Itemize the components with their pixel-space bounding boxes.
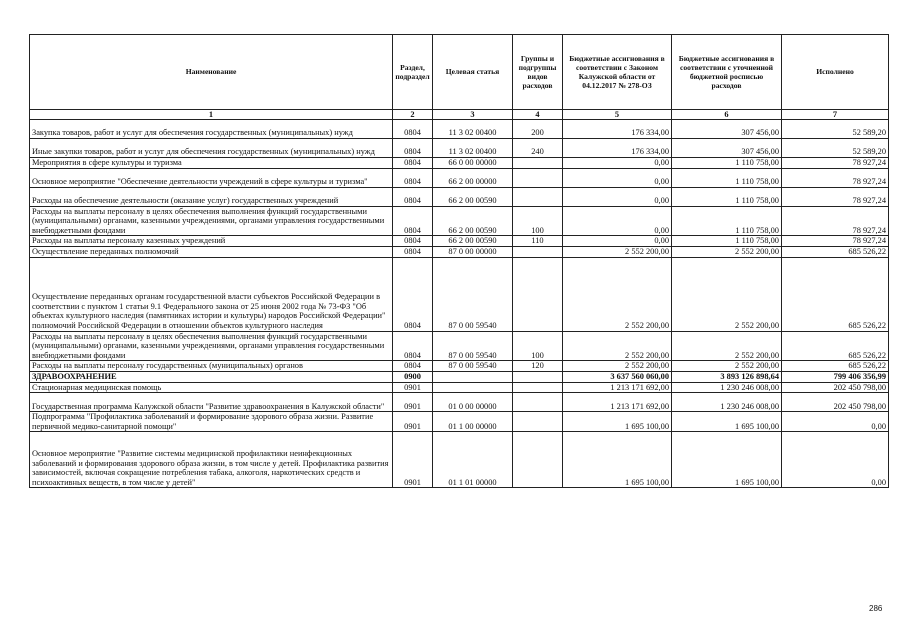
cell-name: Основное мероприятие "Обеспечение деятельности учреждений в сфере культуры и туризма": [30, 168, 393, 187]
cell-name: Расходы на выплаты персоналу казенных учреждений: [30, 236, 393, 247]
column-number: 2: [393, 110, 433, 120]
table-row: [30, 120, 889, 139]
cell-refined: 1 110 758,00: [672, 168, 782, 187]
table-row: [30, 187, 889, 206]
page-number: 286: [869, 604, 883, 613]
cell-target: 87 0 00 59540: [433, 361, 513, 372]
cell-executed: 799 406 356,99: [782, 371, 889, 382]
table-row: [30, 236, 889, 247]
cell-group: [513, 257, 563, 331]
cell-name: Осуществление переданных полномочий: [30, 246, 393, 257]
cell-refined: 307 456,00: [672, 139, 782, 158]
cell-law: 1 213 171 692,00: [563, 393, 672, 412]
cell-section: 0804: [393, 120, 433, 139]
table-row: [30, 393, 889, 412]
cell-section: 0804: [393, 361, 433, 372]
table-row: [30, 371, 889, 382]
table-row: [30, 361, 889, 372]
cell-law: 176 334,00: [563, 120, 672, 139]
cell-refined: 307 456,00: [672, 120, 782, 139]
cell-name: Иные закупки товаров, работ и услуг для обеспечения государственных (муниципальных) нужд: [30, 139, 393, 158]
cell-target: [433, 371, 513, 382]
cell-group: [513, 371, 563, 382]
table-row: [30, 331, 889, 361]
cell-section: 0901: [393, 393, 433, 412]
cell-executed: 78 927,24: [782, 206, 889, 236]
cell-refined: 1 230 246 008,00: [672, 382, 782, 393]
cell-law: 1 213 171 692,00: [563, 382, 672, 393]
header-name: Наименование: [30, 35, 393, 110]
cell-section: 0804: [393, 236, 433, 247]
cell-group: 100: [513, 206, 563, 236]
cell-group: [513, 187, 563, 206]
cell-name: Государственная программа Калужской области "Развитие здравоохранения в Калужской области": [30, 393, 393, 412]
cell-group: 110: [513, 236, 563, 247]
cell-executed: 52 589,20: [782, 139, 889, 158]
cell-target: 66 2 00 00590: [433, 236, 513, 247]
cell-section: 0901: [393, 382, 433, 393]
cell-law: 0,00: [563, 158, 672, 169]
cell-refined: 1 110 758,00: [672, 158, 782, 169]
column-number-row: [30, 110, 889, 120]
cell-law: 3 637 560 060,00: [563, 371, 672, 382]
column-number: 4: [513, 110, 563, 120]
cell-target: 01 0 00 00000: [433, 393, 513, 412]
column-number: 5: [563, 110, 672, 120]
cell-law: 2 552 200,00: [563, 257, 672, 331]
cell-section: 0804: [393, 331, 433, 361]
cell-executed: 78 927,24: [782, 187, 889, 206]
cell-group: 120: [513, 361, 563, 372]
column-number: 7: [782, 110, 889, 120]
table-header: [30, 35, 889, 120]
cell-executed: 0,00: [782, 412, 889, 432]
cell-refined: 1 230 246 008,00: [672, 393, 782, 412]
cell-section: 0804: [393, 246, 433, 257]
cell-group: [513, 432, 563, 488]
header-executed: Исполнено: [782, 35, 889, 110]
cell-group: [513, 158, 563, 169]
cell-target: 87 0 00 59540: [433, 331, 513, 361]
cell-target: 66 2 00 00590: [433, 187, 513, 206]
cell-target: 01 1 01 00000: [433, 432, 513, 488]
cell-refined: 1 695 100,00: [672, 432, 782, 488]
cell-law: 176 334,00: [563, 139, 672, 158]
cell-refined: 1 695 100,00: [672, 412, 782, 432]
cell-group: 240: [513, 139, 563, 158]
cell-law: 0,00: [563, 236, 672, 247]
cell-group: 100: [513, 331, 563, 361]
cell-executed: 78 927,24: [782, 158, 889, 169]
cell-group: [513, 412, 563, 432]
cell-section: 0804: [393, 206, 433, 236]
cell-refined: 2 552 200,00: [672, 361, 782, 372]
cell-law: 0,00: [563, 206, 672, 236]
cell-section: 0804: [393, 257, 433, 331]
table-row: [30, 246, 889, 257]
cell-name: Основное мероприятие "Развитие системы медицинской профилактики неинфекционных заболеваний и формирования здорового образа жизни, в том числе у детей. Профилактика развития зависимостей, включая сокращение потребления табака, алкоголя, наркотических средств и психоактивных веществ, в том числе у детей": [30, 432, 393, 488]
cell-refined: 2 552 200,00: [672, 246, 782, 257]
cell-executed: 685 526,22: [782, 257, 889, 331]
table-row: [30, 412, 889, 432]
cell-target: 66 0 00 00000: [433, 158, 513, 169]
cell-name: Расходы на выплаты персоналу государственных (муниципальных) органов: [30, 361, 393, 372]
cell-executed: 202 450 798,00: [782, 393, 889, 412]
cell-law: 0,00: [563, 187, 672, 206]
cell-group: [513, 393, 563, 412]
cell-executed: 685 526,22: [782, 246, 889, 257]
cell-name: Осуществление переданных органам государственной власти субъектов Российской Федерации в соответствии с пунктом 1 статьи 9.1 Федерального закона от 25 июня 2002 года № 73-ФЗ "Об объектах культурного наследия (памятниках истории и культуры) народов Российской Федерации" полномочий Российской Федерации в отношении объектов культурного наследия: [30, 257, 393, 331]
table-row: [30, 257, 889, 331]
cell-law: 1 695 100,00: [563, 412, 672, 432]
cell-executed: 78 927,24: [782, 168, 889, 187]
header-law: Бюджетные ассигнования в соответствии с Законом Калужской области от 04.12.2017 № 278-ОЗ: [563, 35, 672, 110]
cell-refined: 1 110 758,00: [672, 187, 782, 206]
cell-section: 0901: [393, 432, 433, 488]
cell-target: 66 2 00 00590: [433, 206, 513, 236]
cell-name: Подпрограмма "Профилактика заболеваний и формирование здорового образа жизни. Развитие первичной медико-санитарной помощи": [30, 412, 393, 432]
cell-target: 66 2 00 00000: [433, 168, 513, 187]
header-section: Раздел, подраздел: [393, 35, 433, 110]
cell-section: 0804: [393, 168, 433, 187]
header-group: Группы и подгруппы видов расходов: [513, 35, 563, 110]
cell-name: Расходы на обеспечение деятельности (оказание услуг) государственных учреждений: [30, 187, 393, 206]
cell-executed: 52 589,20: [782, 120, 889, 139]
table-row: [30, 432, 889, 488]
cell-group: [513, 246, 563, 257]
cell-law: 1 695 100,00: [563, 432, 672, 488]
cell-section: 0900: [393, 371, 433, 382]
cell-name: Мероприятия в сфере культуры и туризма: [30, 158, 393, 169]
cell-target: 11 3 02 00400: [433, 139, 513, 158]
cell-executed: 685 526,22: [782, 361, 889, 372]
header-refined: Бюджетные ассигнования в соответствии с уточненной бюджетной росписью расходов: [672, 35, 782, 110]
table-row: [30, 168, 889, 187]
cell-refined: 3 893 126 898,64: [672, 371, 782, 382]
column-number: 3: [433, 110, 513, 120]
cell-target: 87 0 00 00000: [433, 246, 513, 257]
cell-section: 0804: [393, 139, 433, 158]
cell-section: 0804: [393, 158, 433, 169]
budget-table: [29, 34, 889, 488]
table-body: [30, 120, 889, 488]
cell-law: 2 552 200,00: [563, 331, 672, 361]
cell-name: Расходы на выплаты персоналу в целях обеспечения выполнения функций государственными (муниципальными) органами, казенными учреждениями, органами управления государственными внебюджетными фондами: [30, 206, 393, 236]
cell-law: 2 552 200,00: [563, 361, 672, 372]
cell-refined: 2 552 200,00: [672, 257, 782, 331]
cell-target: 11 3 02 00400: [433, 120, 513, 139]
cell-executed: 202 450 798,00: [782, 382, 889, 393]
cell-target: 87 0 00 59540: [433, 257, 513, 331]
table-row: [30, 382, 889, 393]
cell-section: 0804: [393, 187, 433, 206]
cell-target: [433, 382, 513, 393]
cell-law: 0,00: [563, 168, 672, 187]
table-row: [30, 206, 889, 236]
cell-refined: 1 110 758,00: [672, 236, 782, 247]
cell-executed: 685 526,22: [782, 331, 889, 361]
header-target: Целевая статья: [433, 35, 513, 110]
column-number: 6: [672, 110, 782, 120]
cell-name: Расходы на выплаты персоналу в целях обеспечения выполнения функций государственными (муниципальными) органами, казенными учреждениями, органами управления государственными внебюджетными фондами: [30, 331, 393, 361]
cell-name: Закупка товаров, работ и услуг для обеспечения государственных (муниципальных) нужд: [30, 120, 393, 139]
cell-group: [513, 168, 563, 187]
cell-law: 2 552 200,00: [563, 246, 672, 257]
cell-refined: 1 110 758,00: [672, 206, 782, 236]
cell-name: Стационарная медицинская помощь: [30, 382, 393, 393]
cell-name: ЗДРАВООХРАНЕНИЕ: [30, 371, 393, 382]
cell-refined: 2 552 200,00: [672, 331, 782, 361]
table-row: [30, 139, 889, 158]
cell-group: 200: [513, 120, 563, 139]
cell-executed: 0,00: [782, 432, 889, 488]
cell-target: 01 1 00 00000: [433, 412, 513, 432]
cell-executed: 78 927,24: [782, 236, 889, 247]
cell-group: [513, 382, 563, 393]
column-number: 1: [30, 110, 393, 120]
cell-section: 0901: [393, 412, 433, 432]
table-row: [30, 158, 889, 169]
